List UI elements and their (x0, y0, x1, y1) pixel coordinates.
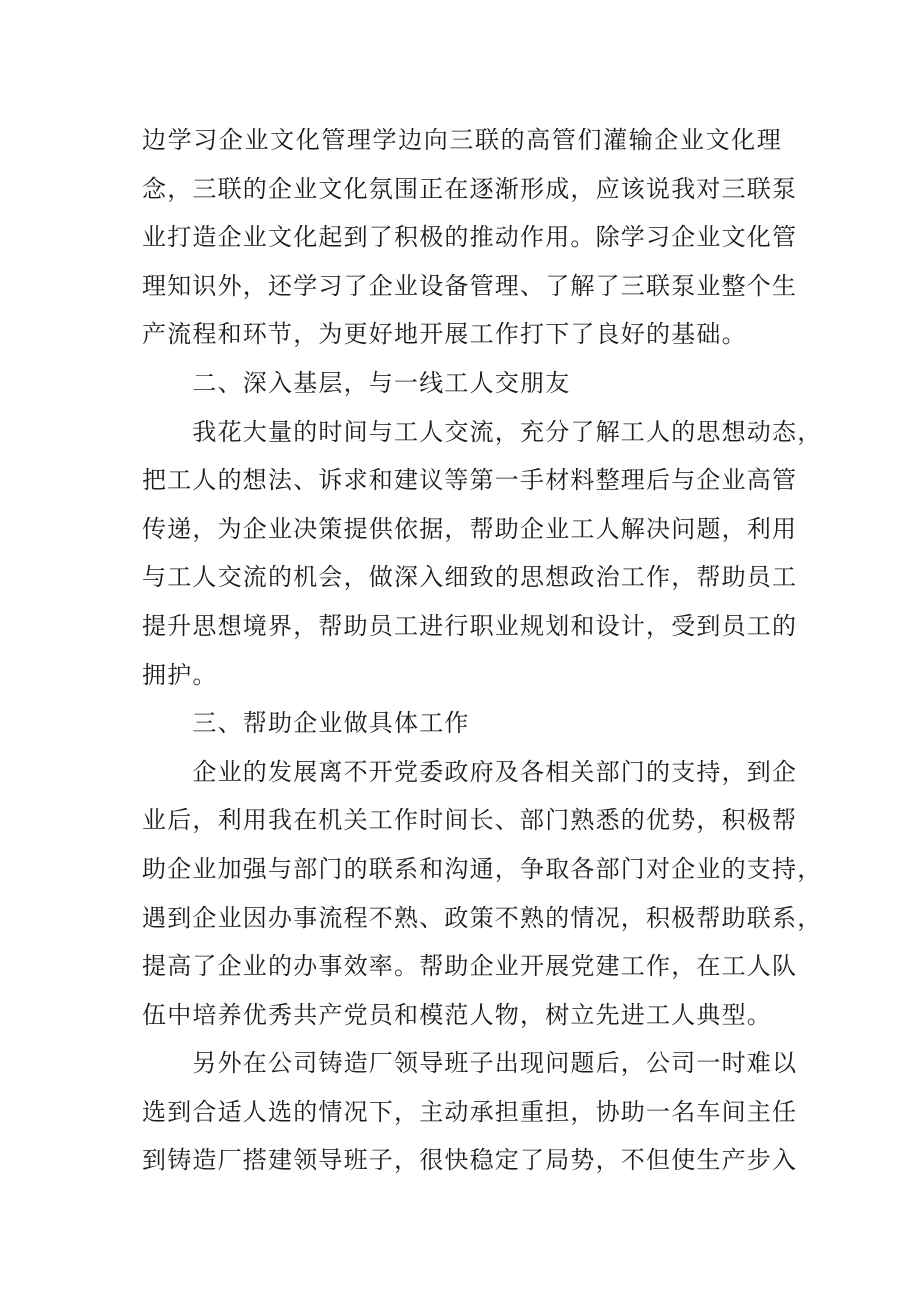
text-line: 提升思想境界，帮助员工进行职业规划和设计，受到员工的 (142, 611, 798, 640)
text-line: 我花大量的时间与工人交流，充分了解工人的思想动态， (142, 417, 823, 446)
paragraph-company-support (142, 748, 823, 1040)
section-heading-2 (142, 359, 782, 408)
text-line: 伍中培养优秀共产党员和模范人物，树立先进工人典型。 (142, 1000, 772, 1029)
document-body (142, 116, 823, 1185)
text-line: 遇到企业因办事流程不熟、政策不熟的情况，积极帮助联系， (142, 903, 823, 932)
text-line: 产流程和环节，为更好地开展工作打下了良好的基础。 (142, 320, 747, 349)
paragraph-worker-communication (142, 408, 823, 700)
text-line: 业后，利用我在机关工作时间长、部门熟悉的优势，积极帮 (142, 806, 798, 835)
text-line: 念，三联的企业文化氛围正在逐渐形成，应该说我对三联泵 (142, 174, 798, 203)
text-line: 选到合适人选的情况下，主动承担重担，协助一名车间主任 (142, 1097, 798, 1126)
text-line: 企业的发展离不开党委政府及各相关部门的支持，到企 (142, 757, 798, 786)
text-line: 理知识外，还学习了企业设备管理、了解了三联泵业整个生 (142, 271, 798, 300)
paragraph-corporate-culture (142, 116, 798, 359)
heading-text: 二、深入基层，与一线工人交朋友 (142, 368, 571, 397)
text-line: 另外在公司铸造厂领导班子出现问题后，公司一时难以 (142, 1049, 798, 1078)
text-line: 提高了企业的办事效率。帮助企业开展党建工作，在工人队 (142, 952, 798, 981)
text-line: 拥护。 (142, 660, 218, 689)
section-heading-3 (142, 699, 782, 748)
text-line: 与工人交流的机会，做深入细致的思想政治工作，帮助员工 (142, 563, 798, 592)
text-line: 边学习企业文化管理学边向三联的高管们灌输企业文化理 (142, 126, 782, 154)
text-line: 助企业加强与部门的联系和沟通，争取各部门对企业的支持， (142, 854, 823, 883)
text-line: 传递，为企业决策提供依据，帮助企业工人解决问题，利用 (142, 514, 798, 543)
text-line: 到铸造厂搭建领导班子，很快稳定了局势，不但使生产步入 (142, 1146, 798, 1175)
paragraph-foundry-leadership (142, 1039, 798, 1185)
heading-text: 三、帮助企业做具体工作 (142, 709, 470, 738)
text-line: 业打造企业文化起到了积极的推动作用。除学习企业文化管 (142, 223, 798, 252)
text-line: 把工人的想法、诉求和建议等第一手材料整理后与企业高管 (142, 466, 798, 495)
